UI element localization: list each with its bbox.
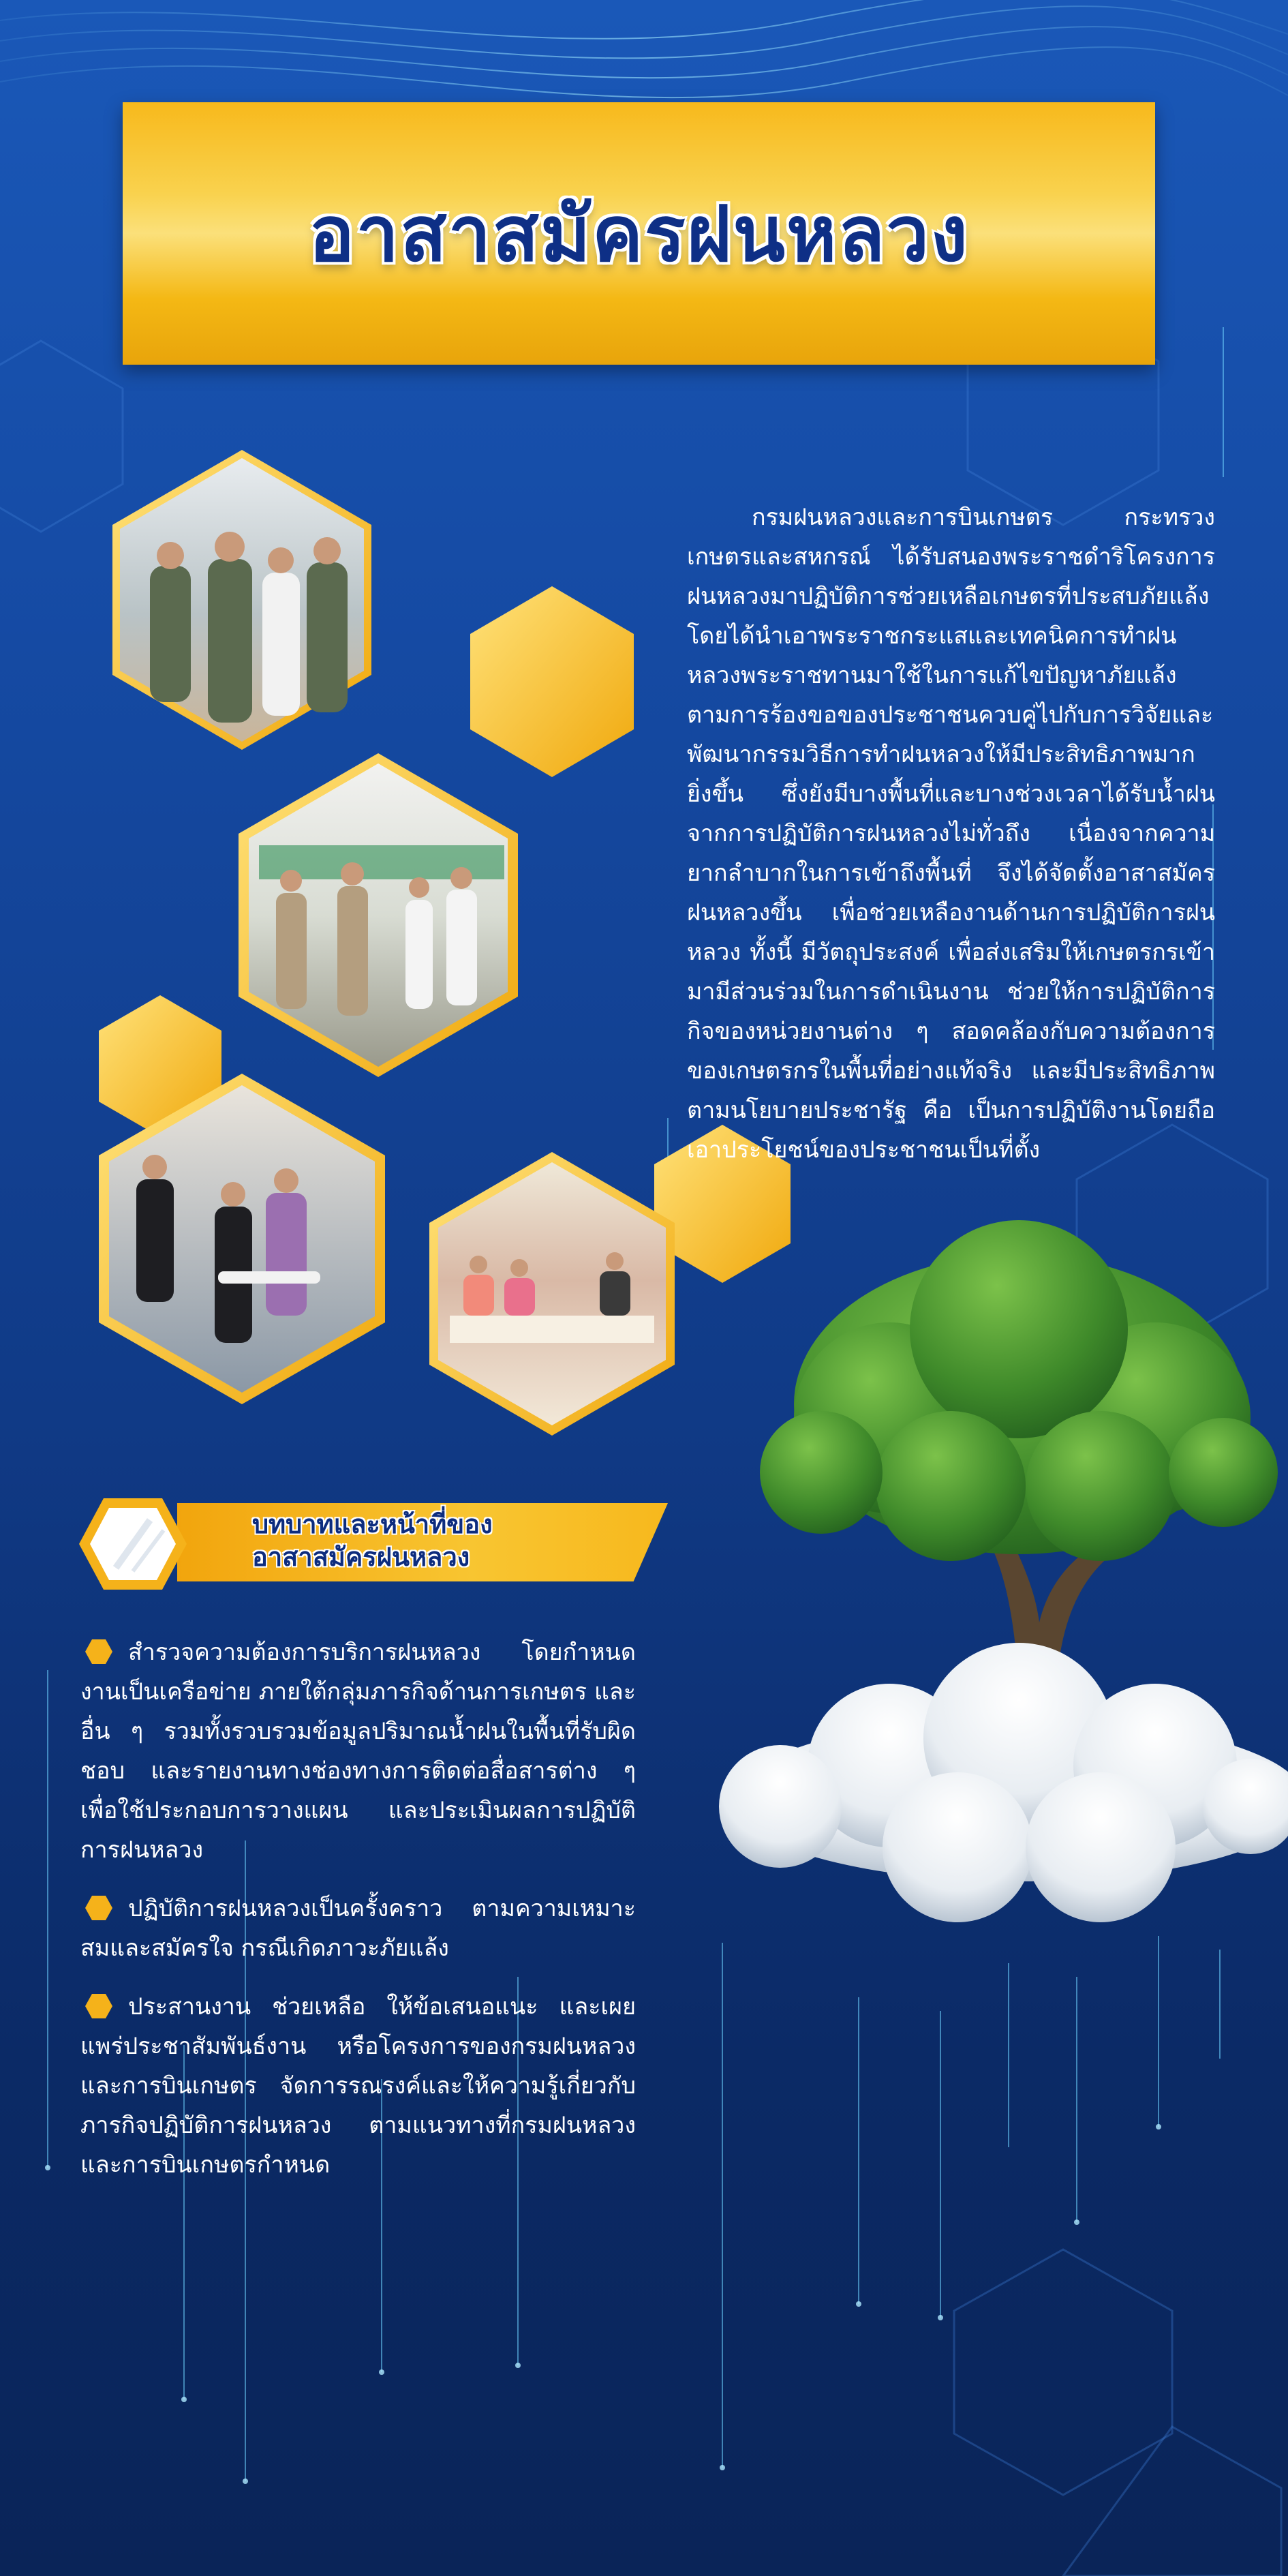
intro-paragraph: กรมฝนหลวงและการบินเกษตร กระทรวงเกษตรและสหกรณ์ ได้รับสนองพระราชดำริโครงการฝนหลวงมาปฏิบัติการช่วยเหลือเกษตรที่ประสบภัยแล้ง โดยได้นำเอาพระราชกระแสและเทคนิคการทำฝนหลวงพระราชทานมาใช้ในการแก้ไขปัญหาภัยแล้งตามการร้องขอของประชาชนควบคู่ไปกับการวิจัยและพัฒนากรรมวิธีการทำฝนหลวงให้มีประสิทธิภาพมากยิ่งขึ้น ซึ่งยังมีบางพื้นที่และบางช่วงเวลาได้รับน้ำฝนจากการปฏิบัติการฝนหลวงไม่ทั่วถึง เนื่องจากความยากลำบากในการเข้าถึงพื้นที่ จึงได้จัดตั้งอาสาสมัครฝนหลวงขึ้น เพื่อช่วยเหลืองานด้านการปฏิบัติการฝนหลวง ทั้งนี้ มีวัตถุประสงค์ เพื่อส่งเสริมให้เกษตรกรเข้ามามีส่วนร่วมในการดำเนินงาน ช่วยให้การปฏิบัติการกิจของหน่วยงานต่าง ๆ สอดคล้องกับความต้องการของเกษตรกรในพื้นที่อย่างแท้จริง และมีประสิทธิภาพตามนโยบายประชารัฐ คือ เป็นการปฏิบัติงานโดยถือเอาประโยชน์ของประชาชนเป็นที่ตั้ง xyxy=(687,504,1215,1164)
hexagon-section-icon xyxy=(75,1493,191,1595)
tree-on-cloud-illustration xyxy=(664,1213,1288,1936)
hexagon-bullet-icon xyxy=(85,1992,113,2020)
section-header xyxy=(75,1493,668,1595)
cloud xyxy=(719,1643,1288,1922)
tree-canopy xyxy=(760,1220,1278,1561)
section-title-line1: บทบาทและหน้าที่ของ xyxy=(252,1509,493,1539)
title-banner xyxy=(123,102,1155,365)
photo-pilots-people xyxy=(150,559,348,723)
list-item xyxy=(80,1889,636,1968)
hexagon-bullet-icon xyxy=(85,1894,113,1922)
duty-text: ประสานงาน ช่วยเหลือ ให้ข้อเสนอแนะ และเผยแพร่ประชาสัมพันธ์งาน หรือโครงการของกรมฝนหลวงและการบินเกษตร จัดการรณรงค์และให้ความรู้เกี่ยวกับภารกิจปฏิบัติการฝนหลวง ตามแนวทางที่กรมฝนหลวงและการบินเกษตรกำหนด xyxy=(80,1993,636,2179)
gold-hexagon xyxy=(470,586,634,777)
duty-text: ปฏิบัติการฝนหลวงเป็นครั้งคราว ตามความเหมาะสมและสมัครใจ กรณีเกิดภาวะภัยแล้ง xyxy=(80,1895,636,1962)
list-item xyxy=(80,1987,636,2185)
section-title xyxy=(252,1508,493,1573)
page-title: อาสาสมัครฝนหลวง xyxy=(309,190,969,279)
section-title-line2: อาสาสมัครฝนหลวง xyxy=(252,1542,470,1572)
hexagon-bullet-icon xyxy=(85,1638,113,1665)
duties-list xyxy=(80,1633,636,2204)
list-item xyxy=(80,1633,636,1870)
duty-text: สำรวจความต้องการบริการฝนหลวง โดยกำหนดงานเป็นเครือข่าย ภายใต้กลุ่มภารกิจด้านการเกษตร และอื่น ๆ รวมทั้งรวบรวมข้อมูลปริมาณน้ำฝนในพื้นที่รับผิดชอบ และรายงานทางช่องทางการติดต่อสื่อสารต่าง ๆ เพื่อใช้ประกอบการวางแผน และประเมินผลการปฏิบัติการฝนหลวง xyxy=(80,1639,636,1864)
